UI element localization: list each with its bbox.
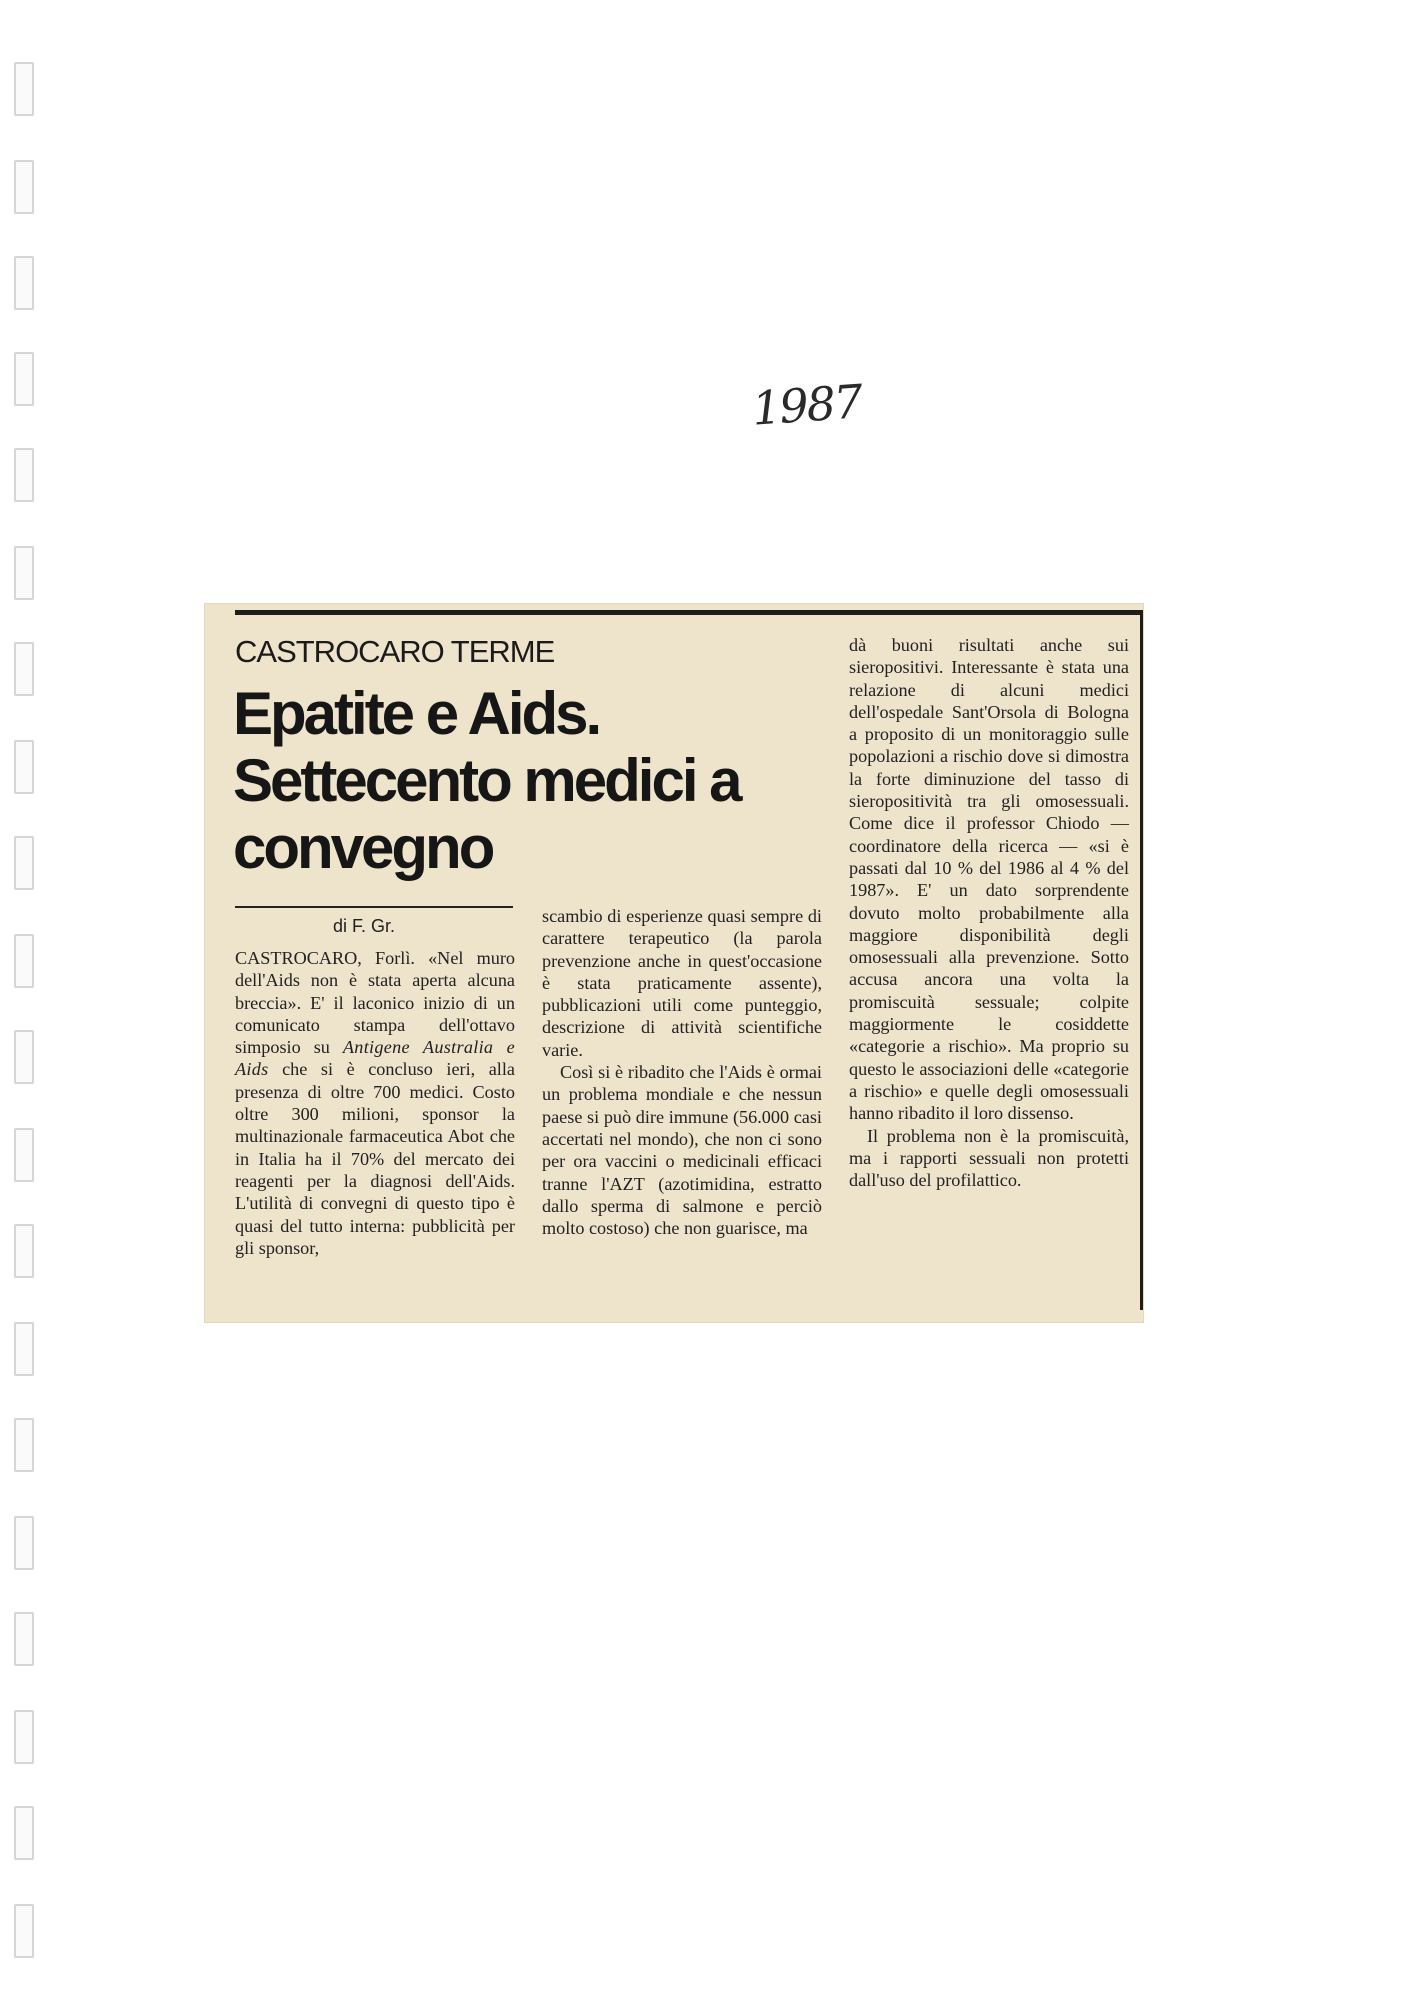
- paragraph: dà buoni risultati anche sui sieropositivi. Interessante è stata una relazione di alcuni medici dell'ospedale Sant'Orsola di Bologna a proposito di un monitoraggio sulle popolazioni a rischio dove si dimostra la forte diminuzione del tasso di sieropositività tra gli omosessuali. Come dice il professor Chiodo — coordinatore della ricerca — «si è passati dal 10 % del 1986 al 4 % del 1987». E' un dato sorprendente dovuto molto probabilmente alla maggiore disponibilità degli omosessuali alla prevenzione. Sotto accusa ancora una volta la promiscuità sessuale; colpite maggiormente le cosiddette «categorie a rischio». Ma proprio su questo le associazioni delle «categorie a rischio» e quelle degli omosessuali hanno ribadito il loro dissenso.: [849, 635, 1129, 1124]
- binder-hole: [14, 1904, 34, 1958]
- binder-hole: [14, 1418, 34, 1472]
- binder-hole: [14, 934, 34, 988]
- binder-hole: [14, 62, 34, 116]
- binder-hole: [14, 836, 34, 890]
- italic-title: Antigene Australia e Aids: [235, 1037, 515, 1080]
- binder-hole: [14, 546, 34, 600]
- binder-hole: [14, 1710, 34, 1764]
- binder-hole: [14, 1224, 34, 1278]
- paragraph: scambio di esperienze quasi sempre di carattere terapeutico (la parola prevenzione anche in quest'occasione è stata praticamente assente), pubblicazioni utili come punteggio, descrizione di attività scientifiche varie.: [542, 906, 822, 1060]
- binder-hole: [14, 1322, 34, 1376]
- binder-hole: [14, 642, 34, 696]
- newspaper-clipping: [205, 604, 1143, 1322]
- binder-hole: [14, 1030, 34, 1084]
- article-column-1: [235, 947, 515, 1259]
- article-column-2: [542, 905, 822, 1239]
- binder-hole: [14, 1516, 34, 1570]
- binder-hole: [14, 448, 34, 502]
- paragraph: Il problema non è la promiscuità, ma i rapporti sessuali non protetti dall'uso del profilattico.: [849, 1125, 1129, 1191]
- binder-hole: [14, 1612, 34, 1666]
- article-column-3: [849, 634, 1129, 1191]
- byline-rule: [235, 906, 513, 908]
- binder-hole: [14, 256, 34, 310]
- article-byline: di F. Gr.: [333, 916, 396, 936]
- top-rule: [235, 610, 1143, 615]
- text-run: che si è concluso ieri, alla presenza di oltre 700 medici. Costo oltre 300 milioni, sponsor la multinazionale farmaceutica Abot che in Italia ha il 70% del mercato dei reagenti per la diagnosi dell'Aids. L'utilità di convegni di questo tipo è quasi del tutto interna: pubblicità per gli sponsor,: [235, 1059, 515, 1258]
- binder-hole: [14, 1128, 34, 1182]
- handwritten-year: 1987: [750, 374, 863, 436]
- text-run: CASTROCARO, Forlì. «Nel muro dell'Aids non è stata aperta alcuna breccia». E' il laconico inizio di un comunicato stampa dell'ottavo simposio su: [235, 948, 515, 1058]
- binder-hole: [14, 352, 34, 406]
- article-kicker: CASTROCARO TERME: [235, 634, 555, 669]
- binder-hole: [14, 1806, 34, 1860]
- binder-hole: [14, 740, 34, 794]
- paragraph: Così si è ribadito che l'Aids è ormai un problema mondiale e che nessun paese si può dire immune (56.000 casi accertati nel mondo), che non ci sono per ora vaccini o medicinali efficaci tranne l'AZT (azotimidina, estratto dallo sperma di salmone e perciò molto costoso) che non guarisce, ma: [542, 1062, 822, 1239]
- paragraph: [235, 947, 515, 1259]
- right-rule: [1140, 610, 1143, 1310]
- binder-hole: [14, 160, 34, 214]
- article-headline: Epatite e Aids. Settecento medici a convegno: [233, 680, 740, 881]
